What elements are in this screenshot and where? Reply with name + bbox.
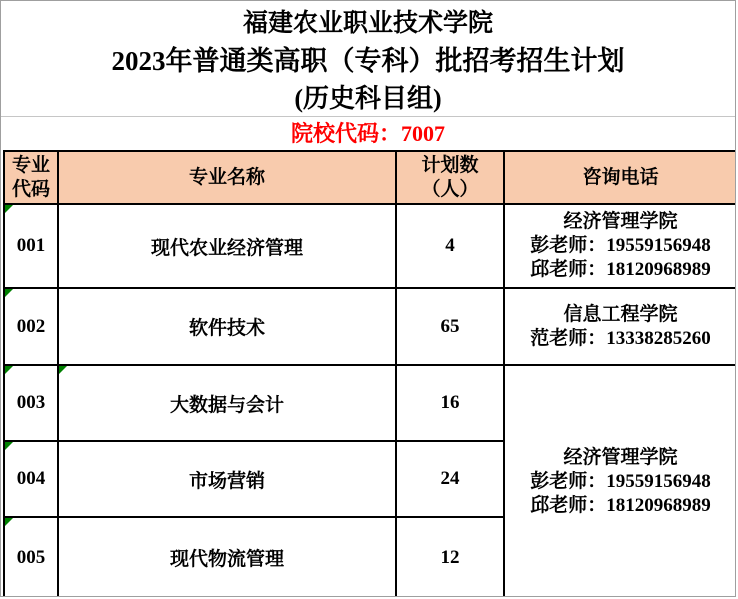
major-code-cell [4, 288, 58, 365]
excel-error-indicator-icon [5, 289, 13, 297]
major-name-cell: 软件技术 [58, 288, 396, 365]
major-code-value: 002 [16, 315, 46, 337]
college-name-title: 福建农业职业技术学院 [242, 10, 493, 37]
plan-count-cell: 65 [396, 288, 504, 365]
excel-error-indicator-icon [59, 366, 67, 374]
contact-phone-line: 彭老师：19559156948 [530, 235, 711, 256]
contact-phone-cell [504, 288, 736, 365]
contact-phone-cell [504, 204, 736, 288]
enrollment-plan-table [3, 150, 736, 597]
major-code-cell [4, 441, 58, 517]
school-code-label: 院校代码：7007 [290, 121, 445, 146]
contact-college: 经济管理学院 [563, 446, 678, 468]
major-name-value: 大数据与会计 [169, 394, 284, 416]
document-title-block [1, 1, 735, 117]
plan-count-cell: 24 [396, 441, 504, 517]
major-name-cell: 现代农业经济管理 [58, 204, 396, 288]
major-code-value: 001 [16, 235, 46, 256]
table-row [4, 365, 736, 441]
major-name-cell: 现代物流管理 [58, 517, 396, 597]
plan-count-cell: 16 [396, 365, 504, 441]
header-plan-count-line1: 计划数 [421, 154, 479, 176]
contact-phone-line: 彭老师：19559156948 [530, 470, 711, 492]
table-header-row [4, 151, 736, 204]
major-code-cell [4, 204, 58, 288]
header-plan-count [396, 151, 504, 204]
header-major-code-line2: 代码 [11, 178, 50, 200]
major-code-value: 005 [16, 546, 46, 568]
major-code-value: 003 [16, 392, 46, 413]
major-code-cell [4, 365, 58, 441]
header-plan-count-line2: （人） [421, 178, 479, 200]
contact-phone-lines [530, 327, 711, 351]
major-code-cell [4, 517, 58, 597]
contact-phone-line: 范老师：13338285260 [530, 327, 711, 349]
contact-phone-line: 邱老师：18120968989 [530, 494, 711, 516]
header-major-code-line1: 专业 [11, 154, 50, 176]
contact-phone-lines [530, 470, 711, 518]
excel-error-indicator-icon [5, 442, 13, 450]
header-contact-phone: 咨询电话 [504, 151, 736, 204]
plan-count-cell: 4 [396, 204, 504, 288]
contact-college: 信息工程学院 [563, 303, 678, 325]
major-name-cell [58, 365, 396, 441]
contact-college: 经济管理学院 [563, 211, 678, 232]
table-row [4, 204, 736, 288]
header-major-code [4, 151, 58, 204]
plan-count-cell: 12 [396, 517, 504, 597]
excel-error-indicator-icon [5, 518, 13, 526]
table-row [4, 288, 736, 365]
plan-title: 2023年普通类高职（专科）批招考招生计划 [111, 46, 625, 76]
major-name-cell: 市场营销 [58, 441, 396, 517]
header-major-name: 专业名称 [58, 151, 396, 204]
contact-phone-cell-merged [504, 365, 736, 597]
major-code-value: 004 [16, 468, 46, 489]
contact-phone-lines [530, 234, 711, 282]
excel-error-indicator-icon [5, 205, 13, 213]
excel-error-indicator-icon [5, 366, 13, 374]
contact-phone-line: 邱老师：18120968989 [530, 259, 711, 280]
subject-group-title: (历史科目组) [294, 84, 442, 113]
